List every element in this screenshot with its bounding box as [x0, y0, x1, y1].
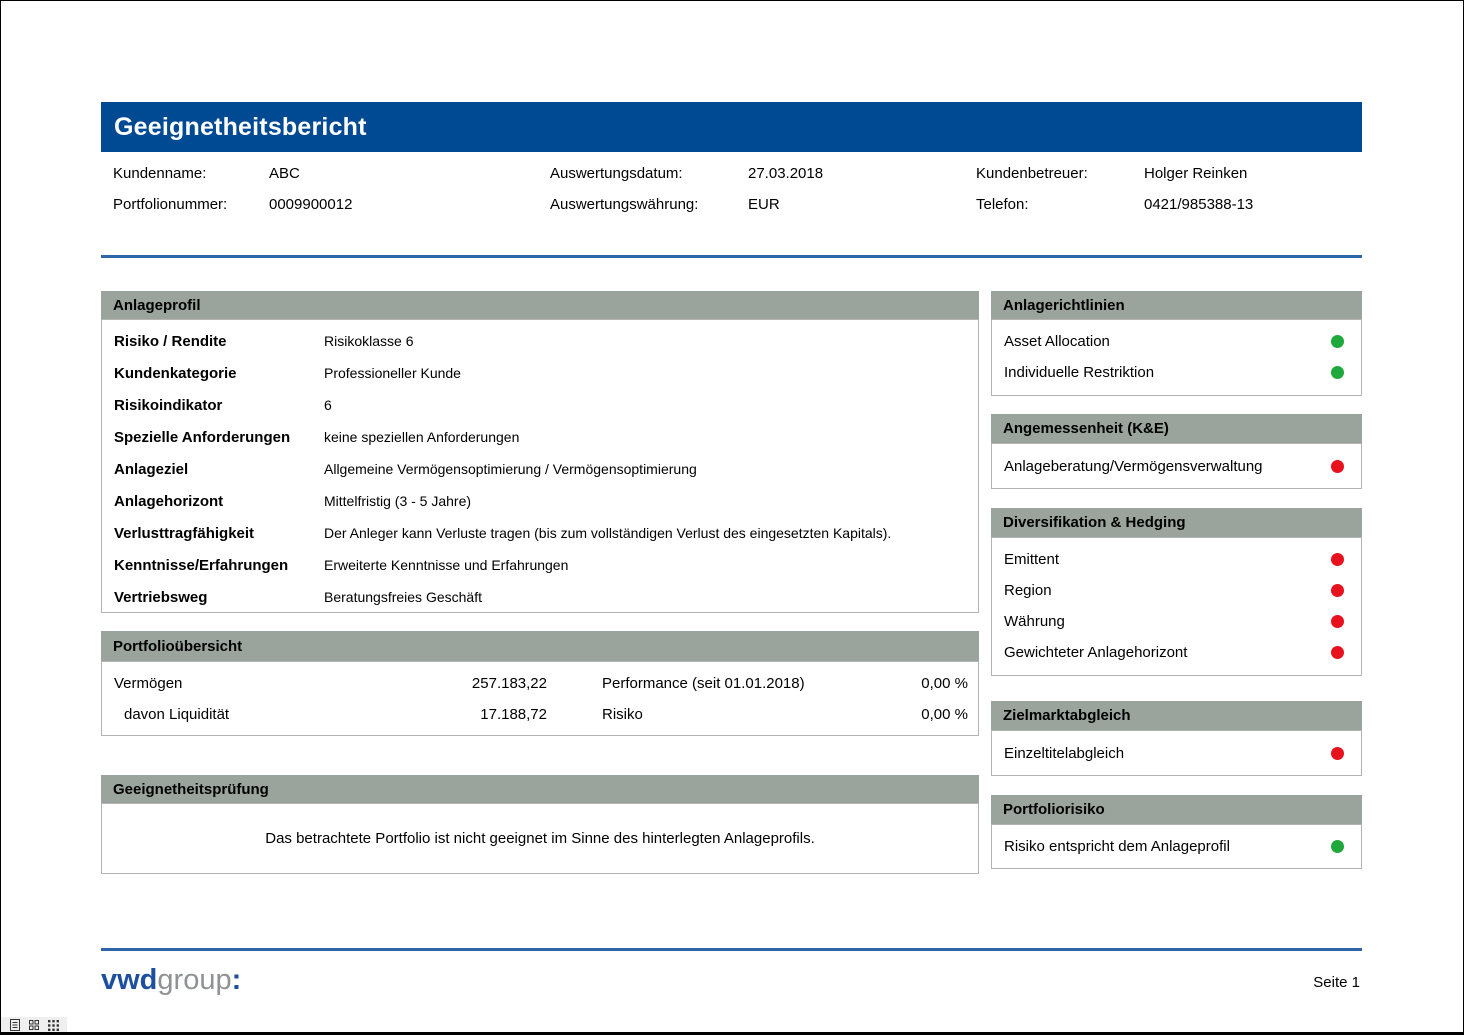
- table-row: [102, 389, 978, 421]
- status-label: Gewichteter Anlagehorizont: [1004, 644, 1188, 661]
- table-row: [102, 699, 978, 730]
- status-dot: [1331, 584, 1344, 597]
- panel-zielmarktabgleich: [991, 730, 1362, 776]
- panel-portfoliorisiko: [991, 824, 1362, 869]
- row-value: Mittelfristig (3 - 5 Jahre): [324, 493, 472, 509]
- row-value: Der Anleger kann Verluste tragen (bis zum vollständigen Verlust des eingesetzten Kapitals).: [324, 525, 892, 541]
- row-label: Anlagehorizont: [114, 492, 224, 510]
- section-header-geeignetheitspruefung: Geeignetheitsprüfung: [101, 775, 979, 803]
- status-label: Individuelle Restriktion: [1004, 364, 1155, 381]
- row-value: Allgemeine Vermögensoptimierung / Vermögensoptimierung: [324, 461, 697, 477]
- table-row: [102, 581, 978, 613]
- anlageprofil-table: [101, 319, 979, 613]
- status-label: Währung: [1004, 613, 1065, 630]
- row-label: Vermögen: [114, 675, 183, 692]
- report-title-bar: [101, 102, 1362, 152]
- grid-2x2-icon[interactable]: [29, 1020, 39, 1030]
- table-row: [102, 325, 978, 357]
- row-value: keine speziellen Anforderungen: [324, 429, 520, 445]
- panel-header-diversifikation: Diversifikation & Hedging: [991, 508, 1362, 537]
- panel-header-anlagerichtlinien: Anlagerichtlinien: [991, 291, 1362, 319]
- info-field-kundenname: [113, 165, 300, 182]
- logo-colon: :: [231, 964, 242, 996]
- row-label: Verlusttragfähigkeit: [114, 524, 255, 542]
- status-dot: [1331, 335, 1344, 348]
- row-value: 6: [324, 397, 332, 413]
- single-page-icon[interactable]: [10, 1019, 20, 1031]
- table-row: [102, 485, 978, 517]
- info-label: Portfolionummer:: [113, 196, 228, 213]
- row-value: 0,00 %: [921, 706, 968, 723]
- row-label: Spezielle Anforderungen: [114, 428, 291, 446]
- page-number: Seite 1: [1313, 974, 1360, 991]
- info-value: Holger Reinken: [1144, 165, 1248, 182]
- panel-anlagerichtlinien: [991, 319, 1362, 396]
- info-label: Auswertungswährung:: [550, 196, 699, 213]
- status-row: [992, 357, 1361, 388]
- grid-3x3-icon[interactable]: [48, 1020, 59, 1031]
- row-label: Kenntnisse/Erfahrungen: [114, 556, 289, 574]
- row-value: 0,00 %: [921, 675, 968, 692]
- row-label: Risikoindikator: [114, 396, 223, 414]
- info-label: Auswertungsdatum:: [550, 165, 683, 182]
- row-label: Risiko: [602, 706, 643, 723]
- table-row: [102, 421, 978, 453]
- row-label: Vertriebsweg: [114, 588, 208, 606]
- info-label: Kundenbetreuer:: [976, 165, 1088, 182]
- row-value: Professioneller Kunde: [324, 365, 461, 381]
- logo-group: group: [157, 964, 232, 996]
- table-row: [102, 453, 978, 485]
- info-field-auswertungswaehrung: [550, 196, 780, 213]
- logo-vwd: vwd: [101, 964, 158, 996]
- info-label: Kundenname:: [113, 165, 207, 182]
- panel-diversifikation: [991, 537, 1362, 676]
- info-value: 27.03.2018: [748, 165, 824, 182]
- row-value: Erweiterte Kenntnisse und Erfahrungen: [324, 557, 569, 573]
- status-dot: [1331, 615, 1344, 628]
- info-field-auswertungsdatum: [550, 165, 823, 182]
- info-field-telefon: [976, 196, 1253, 213]
- footer-divider: [101, 948, 1362, 951]
- info-value: EUR: [748, 196, 780, 213]
- panel-header-portfoliorisiko: Portfoliorisiko: [991, 795, 1362, 824]
- section-header-portfoliouebersicht: Portfolioübersicht: [101, 631, 979, 661]
- portfoliouebersicht-table: [101, 661, 979, 736]
- row-value: 257.183,22: [471, 675, 547, 692]
- vwdgroup-logo: [101, 964, 241, 997]
- info-field-portfolionummer: [113, 196, 352, 213]
- viewer-layout-toolbar: [1, 1017, 67, 1033]
- row-label: Performance (seit 01.01.2018): [602, 675, 805, 692]
- row-value: Risikoklasse 6: [324, 333, 414, 349]
- status-label: Einzeltitelabgleich: [1004, 745, 1125, 762]
- status-row: [992, 606, 1361, 637]
- info-field-kundenbetreuer: [976, 165, 1247, 182]
- status-label: Risiko entspricht dem Anlageprofil: [1004, 838, 1230, 855]
- status-label: Region: [1004, 582, 1052, 599]
- status-label: Asset Allocation: [1004, 333, 1110, 350]
- table-row: [102, 549, 978, 581]
- info-label: Telefon:: [976, 196, 1029, 213]
- status-row: [992, 544, 1361, 575]
- status-row: [992, 575, 1361, 606]
- status-dot: [1331, 460, 1344, 473]
- suitability-message: Das betrachtete Portfolio ist nicht geeignet im Sinne des hinterlegten Anlageprofils.: [265, 830, 815, 847]
- info-value: ABC: [269, 165, 300, 182]
- row-value: 17.188,72: [480, 706, 547, 723]
- row-label: Risiko / Rendite: [114, 332, 227, 350]
- row-label: Kundenkategorie: [114, 364, 237, 382]
- page-title: Geeignetheitsbericht: [114, 112, 367, 141]
- status-dot: [1331, 553, 1344, 566]
- status-label: Anlageberatung/Vermögensverwaltung: [1004, 458, 1263, 475]
- panel-header-zielmarktabgleich: Zielmarktabgleich: [991, 701, 1362, 730]
- row-label: Anlageziel: [114, 460, 189, 478]
- status-row: [992, 451, 1361, 482]
- table-row: [102, 517, 978, 549]
- panel-angemessenheit: [991, 443, 1362, 489]
- info-value: 0009900012: [269, 196, 353, 213]
- status-dot: [1331, 840, 1344, 853]
- status-row: [992, 831, 1361, 862]
- status-dot: [1331, 747, 1344, 760]
- row-label: davon Liquidität: [124, 706, 230, 723]
- status-dot: [1331, 366, 1344, 379]
- info-value: 0421/985388-13: [1144, 196, 1254, 213]
- status-row: [992, 738, 1361, 769]
- table-row: [102, 668, 978, 699]
- status-dot: [1331, 646, 1344, 659]
- header-divider: [101, 255, 1362, 258]
- status-row: [992, 326, 1361, 357]
- panel-header-angemessenheit: Angemessenheit (K&E): [991, 414, 1362, 443]
- row-value: Beratungsfreies Geschäft: [324, 589, 482, 605]
- table-row: [102, 357, 978, 389]
- status-label: Emittent: [1004, 551, 1060, 568]
- geeignetheitspruefung-box: [101, 803, 979, 874]
- section-header-anlageprofil: Anlageprofil: [101, 291, 979, 319]
- status-row: [992, 637, 1361, 668]
